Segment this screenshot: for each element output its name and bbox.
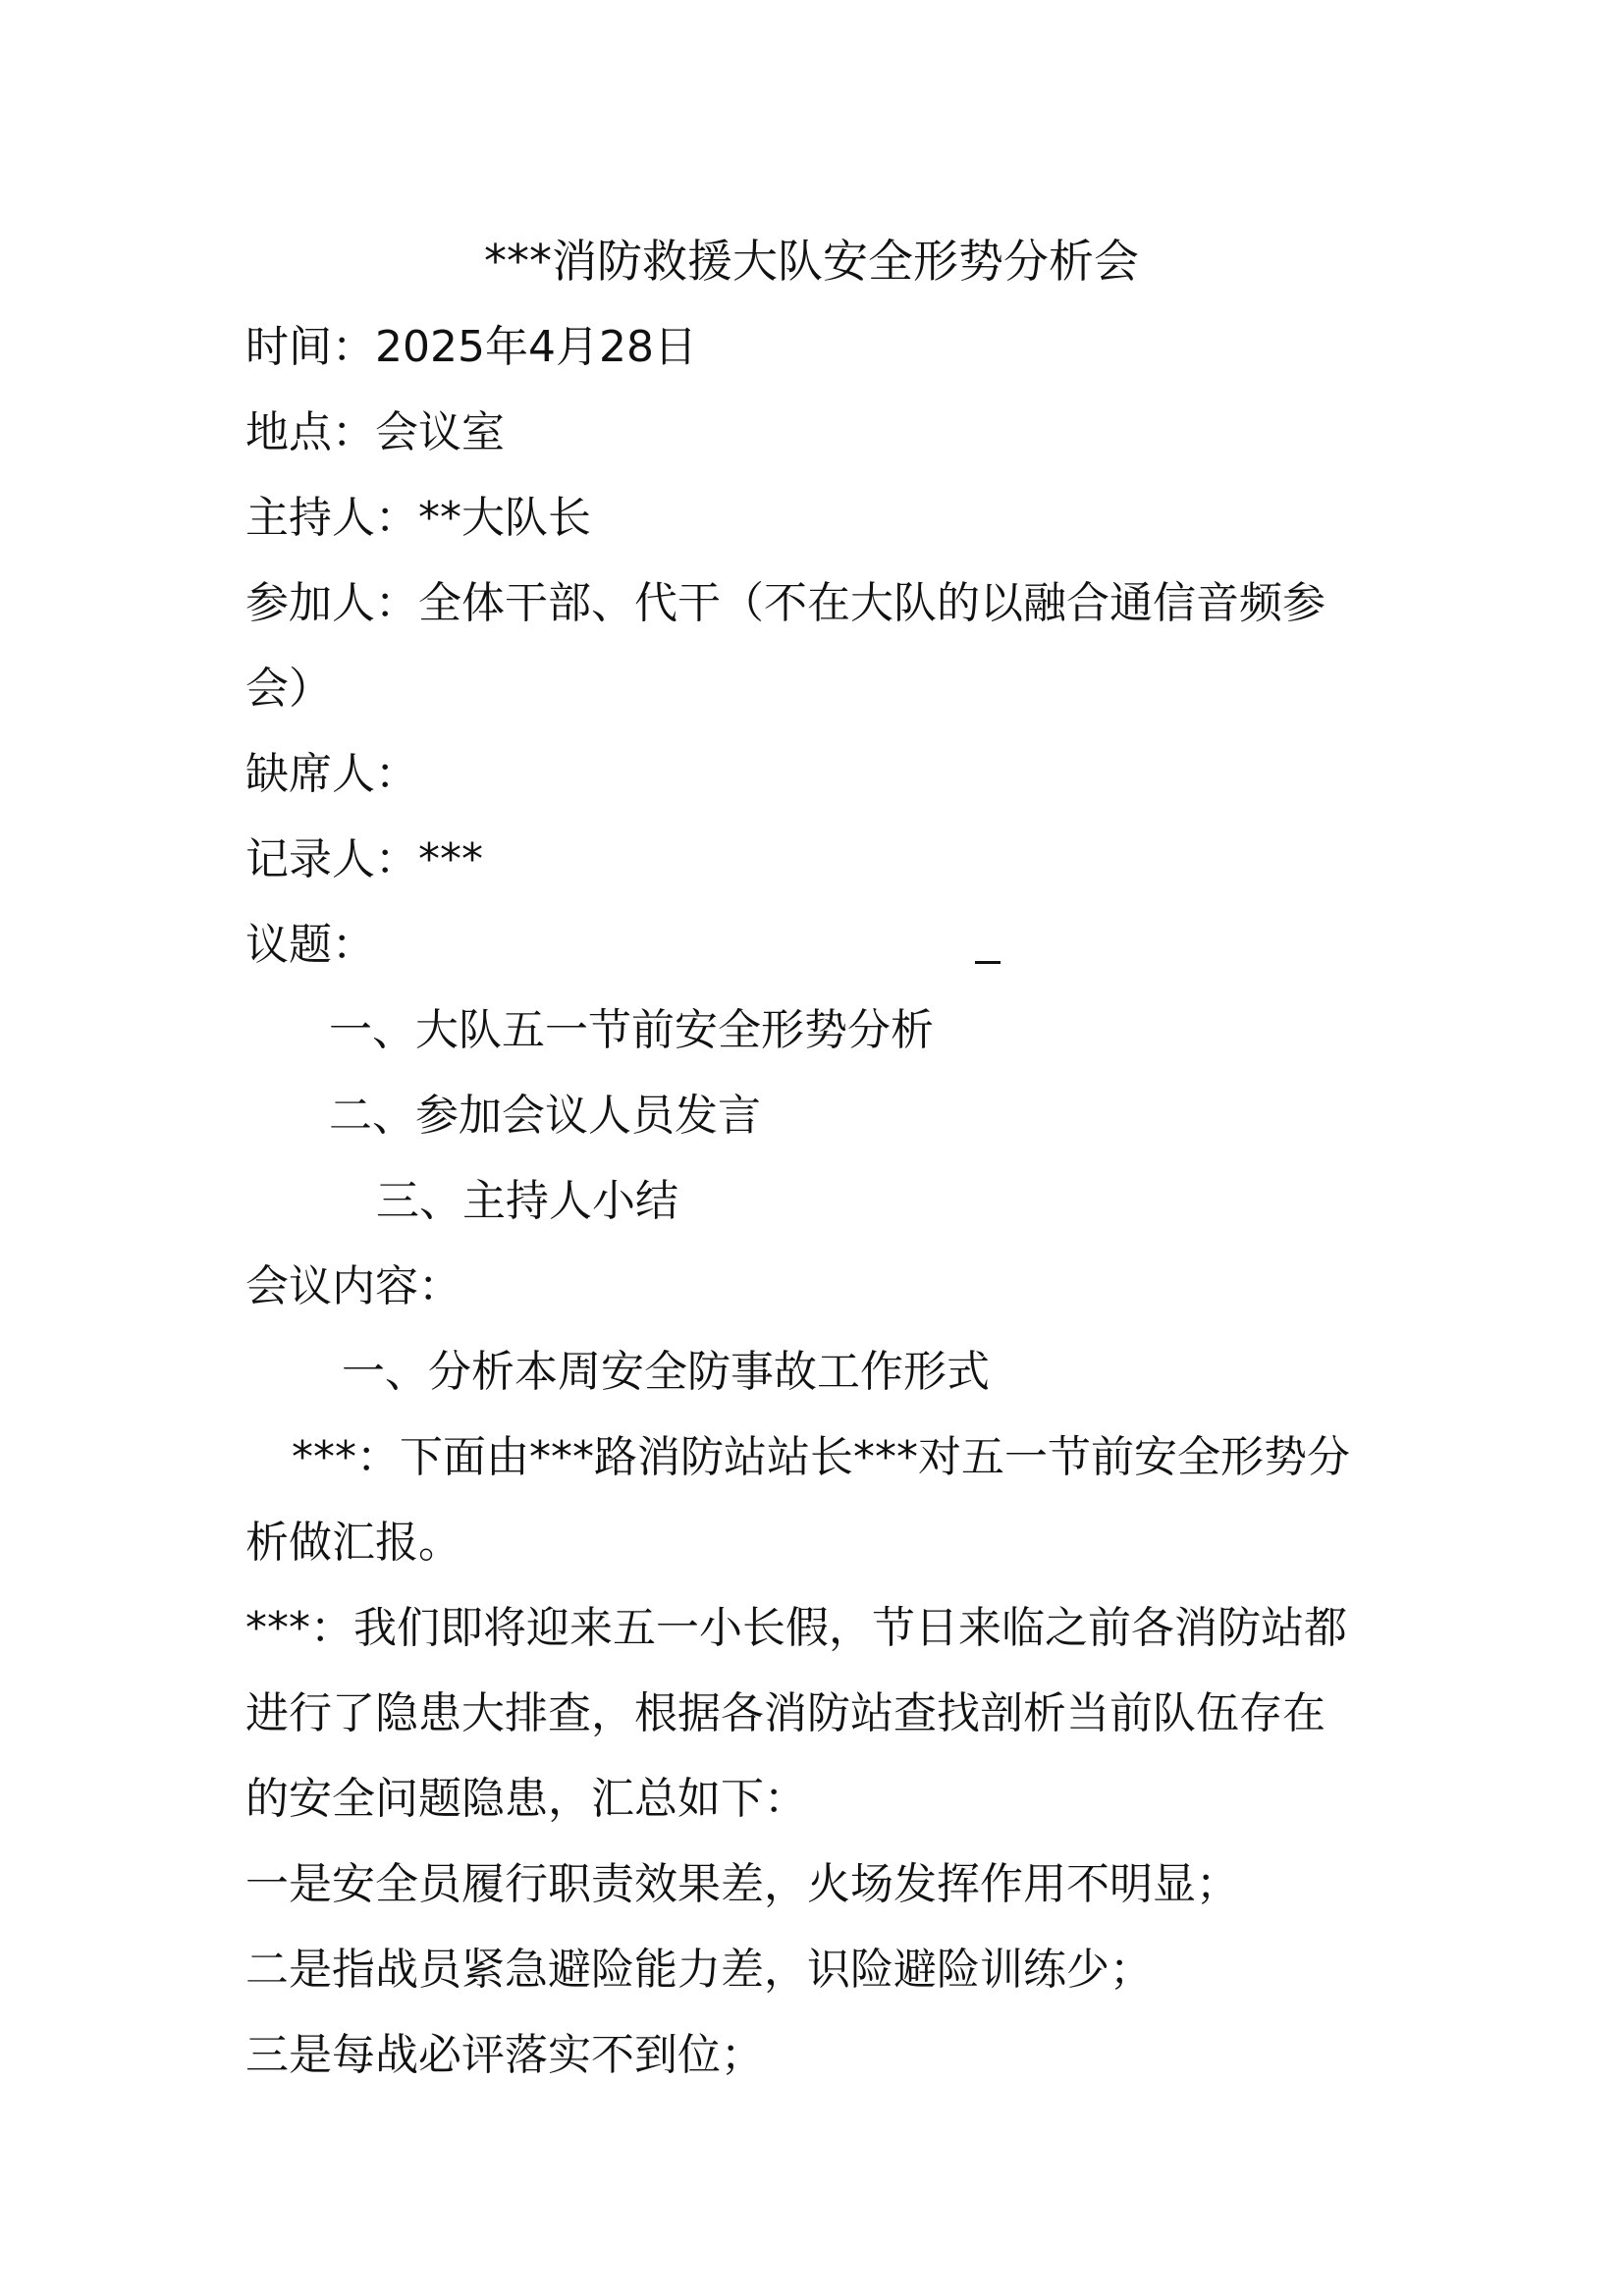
paragraph-2-line-3: 的安全问题隐患，汇总如下： (245, 1774, 807, 1824)
meeting-attendees-continued: 会） (245, 664, 332, 714)
paragraph-1-line-2: 析做汇报。 (245, 1518, 461, 1568)
issue-point-3: 三是每战必评落实不到位； (245, 2030, 764, 2080)
underline-mark (975, 961, 1001, 964)
agenda-item-1: 一、大队五一节前安全形势分析 (329, 1005, 934, 1055)
agenda-heading: 议题： (245, 920, 375, 970)
meeting-time: 时间：2025年4月28日 (245, 322, 697, 372)
content-section-one: 一、分析本周安全防事故工作形式 (342, 1347, 990, 1397)
content-heading: 会议内容： (245, 1261, 461, 1311)
meeting-host: 主持人：**大队长 (245, 493, 591, 543)
paragraph-2-line-2: 进行了隐患大排查，根据各消防站查找剖析当前队伍存在 (245, 1688, 1325, 1738)
document-title: ***消防救援大队安全形势分析会 (484, 235, 1139, 288)
agenda-item-3: 三、主持人小结 (376, 1176, 678, 1226)
meeting-absent: 缺席人： (245, 749, 418, 799)
meeting-recorder: 记录人：*** (245, 834, 483, 884)
issue-point-1: 一是安全员履行职责效果差，火场发挥作用不明显； (245, 1859, 1239, 1909)
agenda-item-2: 二、参加会议人员发言 (329, 1091, 761, 1141)
paragraph-2-line-1: ***：我们即将迎来五一小长假，节日来临之前各消防站都 (245, 1603, 1347, 1653)
paragraph-1-line-1: ***：下面由***路消防站站长***对五一节前安全形势分 (292, 1432, 1350, 1482)
meeting-attendees: 参加人：全体干部、代干（不在大队的以融合通信音频参 (245, 578, 1325, 628)
issue-point-2: 二是指战员紧急避险能力差，识险避险训练少； (245, 1945, 1153, 1995)
meeting-location: 地点：会议室 (245, 407, 505, 457)
